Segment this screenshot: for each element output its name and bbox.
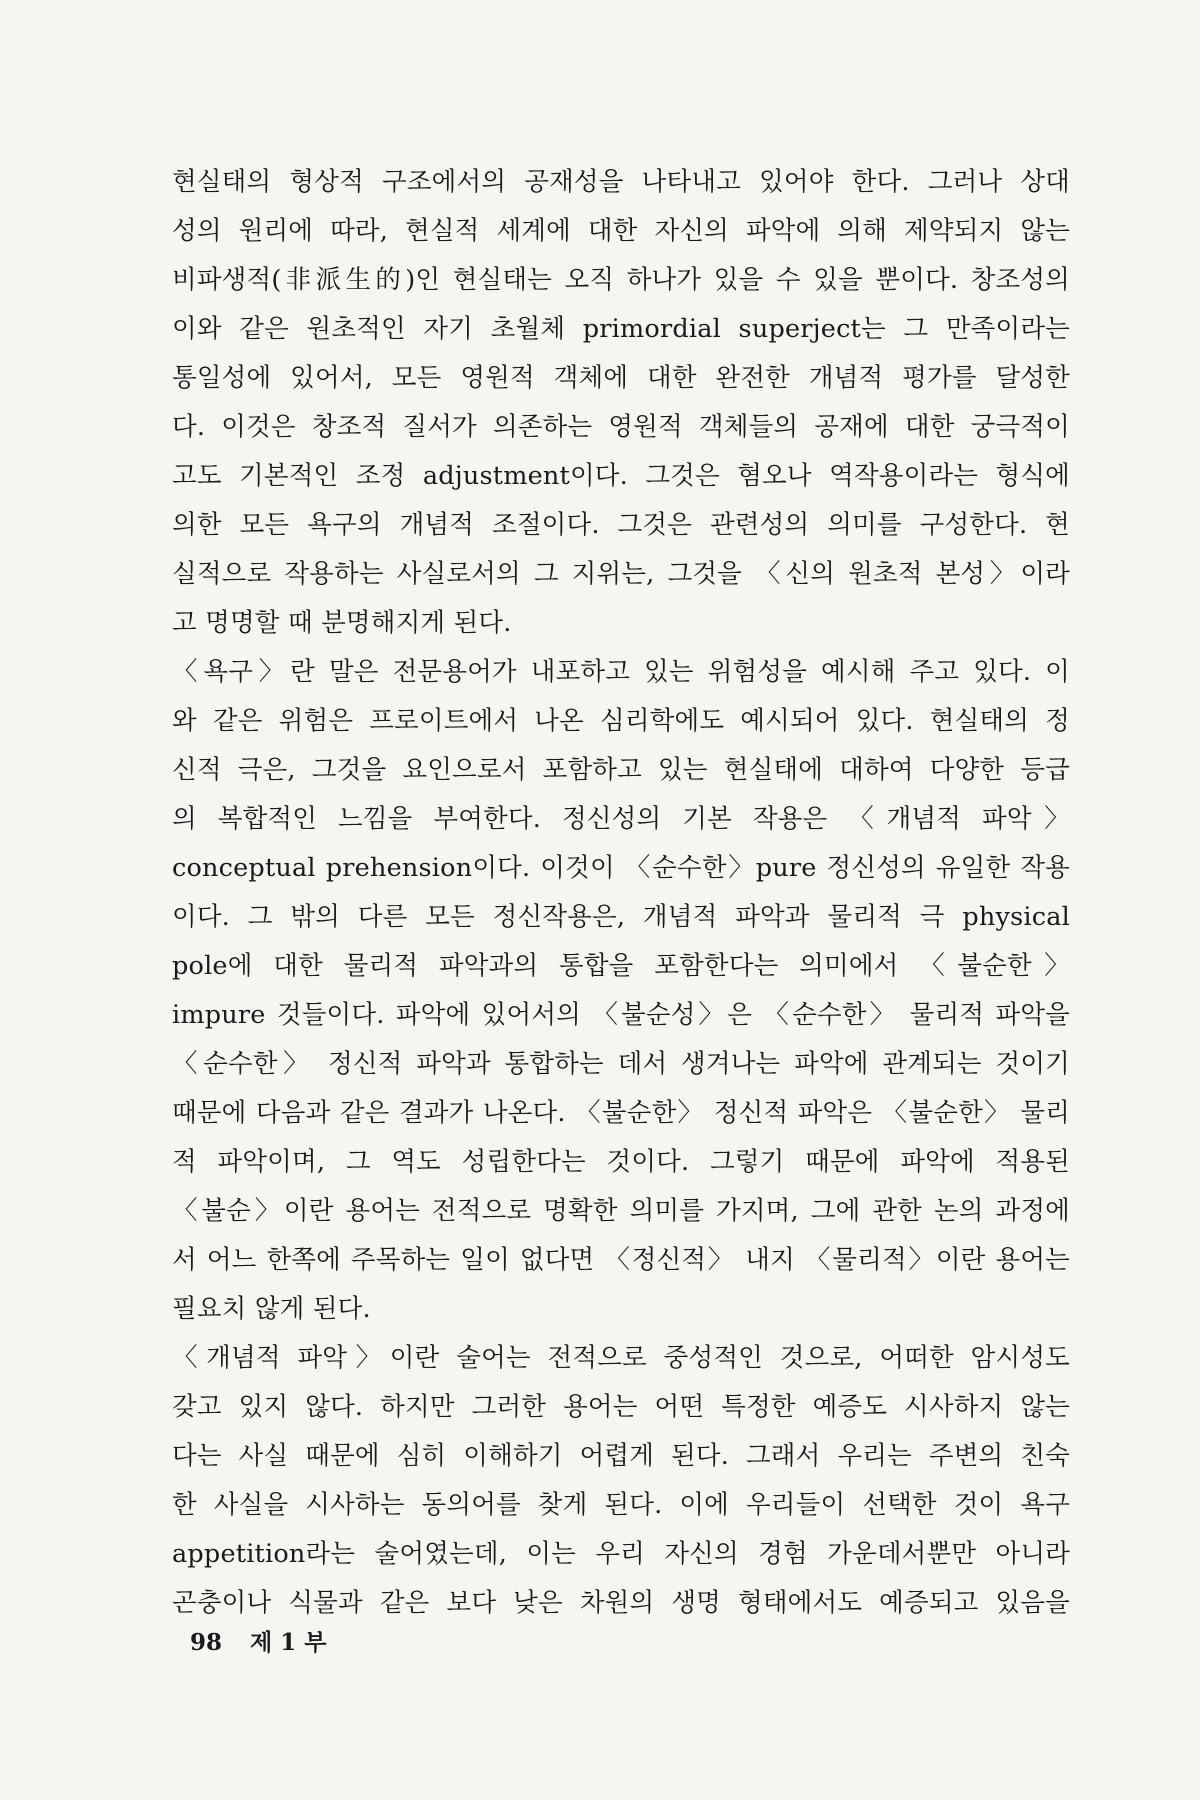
text-line: 서 어느 한쪽에 주목하는 일이 없다면 〈정신적〉 내지 〈물리적〉이란 용어는: [172, 1245, 1070, 1275]
text-line: 이와 같은 원초적인 자기 초월체 primordial superject는 그 만족이라는: [172, 314, 1070, 344]
text-line: 와 같은 위험은 프로이트에서 나온 심리학에도 예시되어 있다. 현실태의 정: [172, 706, 1070, 736]
part-label: 제 1 부: [250, 1629, 327, 1656]
text-line: 의한 모든 욕구의 개념적 조절이다. 그것은 관련성의 의미를 구성한다. 현: [172, 510, 1070, 540]
text-line: 다는 사실 때문에 심히 이해하기 어렵게 된다. 그래서 우리는 주변의 친숙: [172, 1441, 1070, 1471]
paragraph-first-line: 〈개념적 파악〉이란 술어는 전적으로 중성적인 것으로, 어떠한 암시성도: [172, 1343, 1070, 1373]
text-line: 적 파악이며, 그 역도 성립한다는 것이다. 그렇기 때문에 파악에 적용된: [172, 1147, 1070, 1177]
text-line: 〈순수한〉 정신적 파악과 통합하는 데서 생겨나는 파악에 관계되는 것이기: [172, 1049, 1070, 1079]
text-line: conceptual prehension이다. 이것이 〈순수한〉pure 정신성의 유일한 작용: [172, 853, 1070, 883]
text-line: 비파생적(非派生的)인 현실태는 오직 하나가 있을 수 있을 뿐이다. 창조성의: [172, 265, 1070, 295]
text-line: 의 복합적인 느낌을 부여한다. 정신성의 기본 작용은 〈개념적 파악〉: [172, 804, 1070, 834]
text-line: 갖고 있지 않다. 하지만 그러한 용어는 어떤 특정한 예증도 시사하지 않는: [172, 1392, 1070, 1422]
text-line: pole에 대한 물리적 파악과의 통합을 포함한다는 의미에서 〈불순한〉: [172, 951, 1070, 981]
text-line: 때문에 다음과 같은 결과가 나온다. 〈불순한〉 정신적 파악은 〈불순한〉 물리: [172, 1098, 1070, 1128]
text-line: 곤충이나 식물과 같은 보다 낮은 차원의 생명 형태에서도 예증되고 있음을: [172, 1588, 1070, 1618]
page-number: 98: [190, 1629, 223, 1656]
text-line: 다. 이것은 창조적 질서가 의존하는 영원적 객체들의 공재에 대한 궁극적이: [172, 412, 1070, 442]
text-line: 실적으로 작용하는 사실로서의 그 지위는, 그것을 〈신의 원초적 본성〉이라: [172, 559, 1070, 589]
text-line: impure 것들이다. 파악에 있어서의 〈불순성〉은 〈순수한〉 물리적 파악을: [172, 1000, 1070, 1030]
text-line: 고도 기본적인 조정 adjustment이다. 그것은 혐오나 역작용이라는 형식에: [172, 461, 1070, 491]
text-line: 성의 원리에 따라, 현실적 세계에 대한 자신의 파악에 의해 제약되지 않는: [172, 216, 1070, 246]
text-line: 〈불순〉이란 용어는 전적으로 명확한 의미를 가지며, 그에 관한 논의 과정에: [172, 1196, 1070, 1226]
text-line: 신적 극은, 그것을 요인으로서 포함하고 있는 현실태에 대하여 다양한 등급: [172, 755, 1070, 785]
paragraph-end-line: 고 명명할 때 분명해지게 된다.: [172, 608, 512, 638]
text-line: 현실태의 형상적 구조에서의 공재성을 나타내고 있어야 한다. 그러나 상대: [172, 167, 1070, 197]
text-line: appetition라는 술어였는데, 이는 우리 자신의 경험 가운데서뿐만 아니라: [172, 1539, 1070, 1569]
body-text: [172, 158, 1070, 1628]
page-footer: [190, 1624, 327, 1657]
text-line: 통일성에 있어서, 모든 영원적 객체에 대한 완전한 개념적 평가를 달성한: [172, 363, 1070, 393]
text-line: 한 사실을 시사하는 동의어를 찾게 된다. 이에 우리들이 선택한 것이 욕구: [172, 1490, 1070, 1520]
text-line: 이다. 그 밖의 다른 모든 정신작용은, 개념적 파악과 물리적 극 physical: [172, 902, 1070, 932]
paragraph-end-line: 필요치 않게 된다.: [172, 1294, 371, 1324]
paragraph-first-line: 〈욕구〉란 말은 전문용어가 내포하고 있는 위험성을 예시해 주고 있다. 이: [172, 657, 1070, 687]
